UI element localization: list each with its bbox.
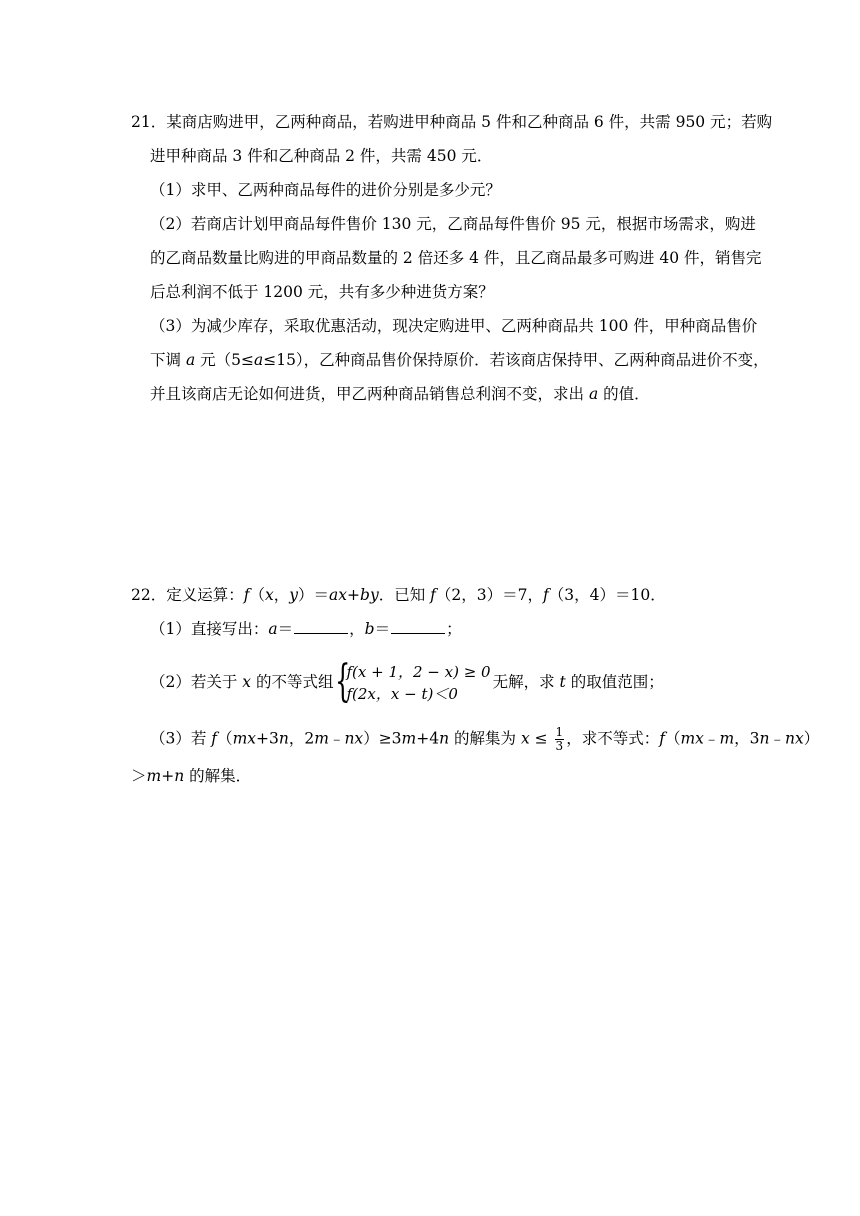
text: ，3	[734, 729, 760, 748]
var: f	[430, 586, 436, 604]
text: ）	[803, 729, 820, 748]
answer-blank-b[interactable]	[391, 619, 445, 634]
var: t	[559, 673, 566, 691]
text: 的值．	[598, 385, 650, 403]
fraction-denominator: 3	[555, 739, 564, 753]
var: m	[401, 729, 417, 748]
text: 的解集为	[449, 729, 521, 748]
text: ，	[273, 586, 290, 604]
var: y	[289, 586, 299, 604]
text: ﹣	[769, 729, 786, 748]
q21-part2-line2: 的乙商品数量比购进的甲商品数量的 2 倍还多 4 件，且乙商品最多可购进 40 件，销售完	[150, 249, 762, 267]
var: b	[364, 620, 375, 638]
q22-part1	[150, 619, 462, 639]
q21-stem-line1: 21．某商店购进甲，乙两种商品，若购进甲种商品 5 件和乙种商品 6 件，共需 950 元；若购	[131, 113, 773, 131]
text: ﹣	[328, 729, 345, 748]
q21-part3-line3	[150, 384, 650, 404]
q22-part3-line1	[150, 726, 819, 753]
text: （2）若关于	[150, 673, 243, 691]
var: x	[265, 586, 274, 604]
var: nx	[344, 729, 364, 748]
var: mx	[232, 729, 257, 748]
text: ＝	[277, 620, 294, 638]
text: ）≥3	[363, 729, 402, 748]
var: f	[211, 729, 218, 748]
text: +4	[416, 729, 440, 748]
var: m	[719, 729, 735, 748]
text: ，求不等式：	[566, 729, 660, 748]
var: m	[146, 767, 162, 785]
text: （	[217, 729, 233, 748]
text: （3，4）＝10．	[548, 586, 666, 604]
var: n	[439, 729, 450, 748]
text: ；	[446, 620, 462, 638]
text: 的不等式组	[251, 673, 334, 691]
text: +3	[256, 729, 279, 748]
text: （2，3）＝7，	[435, 586, 543, 604]
q21-part2-line3: 后总利润不低于 1200 元，共有多少种进货方案？	[150, 283, 494, 301]
fraction	[555, 726, 565, 753]
text: （1）直接写出：	[150, 620, 269, 638]
text: ，2	[288, 729, 315, 748]
text: 的解集．	[184, 767, 252, 785]
text: （	[249, 586, 265, 604]
var: ax	[329, 586, 348, 604]
text: 无解，求	[492, 673, 560, 691]
text: （3）若	[150, 729, 212, 748]
text: 并且该商店无论如何进货，甲乙两种商品销售总利润不变，求出	[150, 385, 589, 403]
text: 的取值范围；	[565, 673, 664, 691]
q22-stem	[131, 585, 666, 605]
text: 下调	[150, 351, 186, 369]
var: nx	[785, 729, 804, 748]
text: ．已知	[378, 586, 431, 604]
answer-blank-a[interactable]	[294, 619, 348, 634]
var: m	[314, 729, 329, 748]
fraction-numerator: 1	[555, 725, 564, 739]
q21-stem-line2: 进甲种商品 3 件和乙种商品 2 件，共需 450 元．	[150, 147, 493, 165]
var-a: a	[185, 351, 196, 369]
system-row-2: f(2x，x − t)＜0	[346, 685, 458, 703]
text: ＝	[374, 620, 391, 638]
q21-part1: （1）求甲、乙两种商品每件的进价分别是多少元？	[150, 181, 501, 199]
text: +	[161, 767, 175, 785]
text: （	[664, 729, 681, 748]
var: x	[242, 673, 252, 691]
text: ＞	[131, 767, 147, 785]
brace-icon: {	[335, 656, 351, 707]
q21-part3-line2	[150, 350, 769, 370]
var: f	[243, 586, 250, 604]
system-row-1: f(x + 1，2 − x) ≥ 0	[346, 663, 491, 681]
var: a	[268, 620, 278, 638]
var: n	[759, 729, 770, 748]
text: ≤15），乙种商品售价保持原价．若该商店保持甲、乙两种商品进价不变，	[263, 351, 769, 369]
var-a: a	[588, 385, 599, 403]
var: f	[543, 586, 549, 604]
var: mx	[680, 729, 704, 748]
q21-part3-line1: （3）为减少库存，采取优惠活动，现决定购进甲、乙两种商品共 100 件，甲种商品售价	[150, 317, 758, 335]
text: ）＝	[298, 586, 330, 604]
text: 22．定义运算：	[131, 586, 244, 604]
var: f	[659, 729, 665, 748]
q22-part3-line2	[131, 766, 251, 786]
var: by	[360, 586, 379, 604]
var: n	[174, 767, 185, 785]
inequality-system	[335, 656, 491, 707]
text: 元（5≤	[195, 351, 254, 369]
text: ﹣	[703, 729, 720, 748]
text: ，	[349, 620, 365, 638]
var-a: a	[253, 351, 264, 369]
q22-part2	[150, 656, 664, 707]
math-x-le: x ≤	[520, 729, 553, 748]
var: n	[278, 729, 289, 748]
text: +	[347, 586, 361, 604]
q21-part2-line1: （2）若商店计划甲商品每件售价 130 元，乙商品每件售价 95 元，根据市场需求，购进	[150, 215, 756, 233]
